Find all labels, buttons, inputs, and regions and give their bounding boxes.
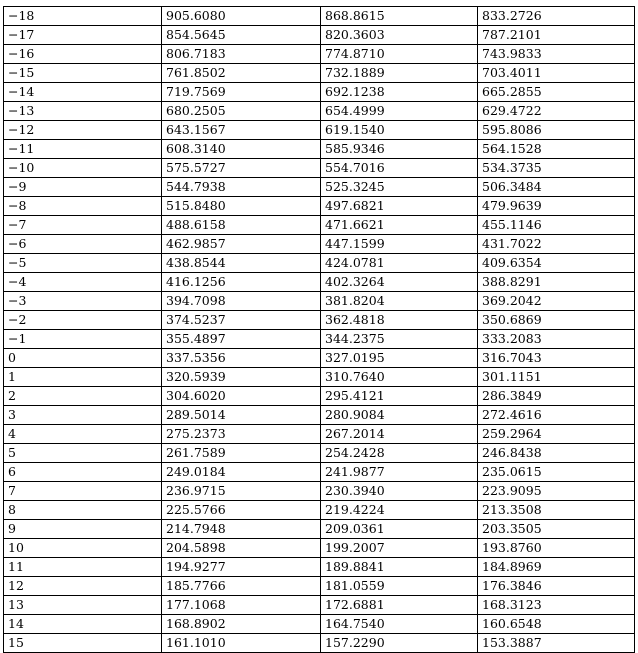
table-row: [4, 140, 635, 159]
value-cell: 261.7589: [162, 444, 321, 463]
value-cell: 160.6548: [478, 615, 635, 634]
value-cell: 161.1010: [162, 634, 321, 653]
value-cell: 320.5939: [162, 368, 321, 387]
data-table-body: [4, 7, 635, 653]
value-cell: 189.8841: [321, 558, 478, 577]
value-cell: 301.1151: [478, 368, 635, 387]
table-row: [4, 482, 635, 501]
value-cell: 272.4616: [478, 406, 635, 425]
value-cell: 337.5356: [162, 349, 321, 368]
value-cell: 761.8502: [162, 64, 321, 83]
value-cell: 774.8710: [321, 45, 478, 64]
value-cell: 168.8902: [162, 615, 321, 634]
table-row: [4, 235, 635, 254]
row-key-cell: −2: [4, 311, 162, 330]
value-cell: 219.4224: [321, 501, 478, 520]
value-cell: 213.3508: [478, 501, 635, 520]
table-row: [4, 311, 635, 330]
value-cell: 362.4818: [321, 311, 478, 330]
value-cell: 184.8969: [478, 558, 635, 577]
value-cell: 564.1528: [478, 140, 635, 159]
table-row: [4, 368, 635, 387]
row-key-cell: 14: [4, 615, 162, 634]
row-key-cell: −9: [4, 178, 162, 197]
table-row: [4, 178, 635, 197]
value-cell: 374.5237: [162, 311, 321, 330]
value-cell: 350.6869: [478, 311, 635, 330]
value-cell: 230.3940: [321, 482, 478, 501]
value-cell: 241.9877: [321, 463, 478, 482]
value-cell: 286.3849: [478, 387, 635, 406]
value-cell: 680.2505: [162, 102, 321, 121]
value-cell: 177.1068: [162, 596, 321, 615]
row-key-cell: 12: [4, 577, 162, 596]
row-key-cell: −7: [4, 216, 162, 235]
table-row: [4, 330, 635, 349]
value-cell: 259.2964: [478, 425, 635, 444]
row-key-cell: −4: [4, 273, 162, 292]
row-key-cell: −15: [4, 64, 162, 83]
value-cell: 355.4897: [162, 330, 321, 349]
table-row: [4, 197, 635, 216]
table-row: [4, 558, 635, 577]
row-key-cell: −12: [4, 121, 162, 140]
value-cell: 595.8086: [478, 121, 635, 140]
row-key-cell: 6: [4, 463, 162, 482]
row-key-cell: 15: [4, 634, 162, 653]
value-cell: 280.9084: [321, 406, 478, 425]
value-cell: 388.8291: [478, 273, 635, 292]
data-table: [3, 6, 635, 653]
row-key-cell: −16: [4, 45, 162, 64]
table-row: [4, 444, 635, 463]
value-cell: 431.7022: [478, 235, 635, 254]
row-key-cell: −10: [4, 159, 162, 178]
row-key-cell: 2: [4, 387, 162, 406]
table-row: [4, 634, 635, 653]
table-row: [4, 45, 635, 64]
value-cell: 246.8438: [478, 444, 635, 463]
value-cell: 344.2375: [321, 330, 478, 349]
value-cell: 181.0559: [321, 577, 478, 596]
value-cell: 172.6881: [321, 596, 478, 615]
table-row: [4, 463, 635, 482]
row-key-cell: 0: [4, 349, 162, 368]
value-cell: 575.5727: [162, 159, 321, 178]
value-cell: 692.1238: [321, 83, 478, 102]
table-row: [4, 83, 635, 102]
table-row: [4, 26, 635, 45]
table-row: [4, 7, 635, 26]
table-row: [4, 501, 635, 520]
table-row: [4, 216, 635, 235]
table-row: [4, 615, 635, 634]
row-key-cell: 4: [4, 425, 162, 444]
table-row: [4, 425, 635, 444]
value-cell: 153.3887: [478, 634, 635, 653]
row-key-cell: 1: [4, 368, 162, 387]
value-cell: 209.0361: [321, 520, 478, 539]
value-cell: 289.5014: [162, 406, 321, 425]
value-cell: 275.2373: [162, 425, 321, 444]
table-row: [4, 387, 635, 406]
value-cell: 199.2007: [321, 539, 478, 558]
value-cell: 164.7540: [321, 615, 478, 634]
table-row: [4, 539, 635, 558]
value-cell: 525.3245: [321, 178, 478, 197]
value-cell: 295.4121: [321, 387, 478, 406]
value-cell: 743.9833: [478, 45, 635, 64]
row-key-cell: −6: [4, 235, 162, 254]
value-cell: 168.3123: [478, 596, 635, 615]
value-cell: 479.9639: [478, 197, 635, 216]
value-cell: 619.1540: [321, 121, 478, 140]
row-key-cell: −17: [4, 26, 162, 45]
value-cell: 194.9277: [162, 558, 321, 577]
value-cell: 654.4999: [321, 102, 478, 121]
value-cell: 497.6821: [321, 197, 478, 216]
value-cell: 333.2083: [478, 330, 635, 349]
row-key-cell: −18: [4, 7, 162, 26]
value-cell: 447.1599: [321, 235, 478, 254]
value-cell: 304.6020: [162, 387, 321, 406]
value-cell: 462.9857: [162, 235, 321, 254]
table-row: [4, 520, 635, 539]
value-cell: 719.7569: [162, 83, 321, 102]
value-cell: 394.7098: [162, 292, 321, 311]
value-cell: 608.3140: [162, 140, 321, 159]
value-cell: 544.7938: [162, 178, 321, 197]
table-row: [4, 159, 635, 178]
value-cell: 236.9715: [162, 482, 321, 501]
table-row: [4, 596, 635, 615]
value-cell: 235.0615: [478, 463, 635, 482]
row-key-cell: −14: [4, 83, 162, 102]
row-key-cell: 7: [4, 482, 162, 501]
table-row: [4, 406, 635, 425]
row-key-cell: 8: [4, 501, 162, 520]
value-cell: 438.8544: [162, 254, 321, 273]
value-cell: 820.3603: [321, 26, 478, 45]
value-cell: 214.7948: [162, 520, 321, 539]
value-cell: 254.2428: [321, 444, 478, 463]
row-key-cell: −13: [4, 102, 162, 121]
value-cell: 381.8204: [321, 292, 478, 311]
value-cell: 327.0195: [321, 349, 478, 368]
value-cell: 833.2726: [478, 7, 635, 26]
value-cell: 854.5645: [162, 26, 321, 45]
value-cell: 868.8615: [321, 7, 478, 26]
row-key-cell: −8: [4, 197, 162, 216]
value-cell: 703.4011: [478, 64, 635, 83]
value-cell: 204.5898: [162, 539, 321, 558]
row-key-cell: −1: [4, 330, 162, 349]
value-cell: 455.1146: [478, 216, 635, 235]
table-row: [4, 577, 635, 596]
value-cell: 409.6354: [478, 254, 635, 273]
value-cell: 665.2855: [478, 83, 635, 102]
value-cell: 506.3484: [478, 178, 635, 197]
value-cell: 369.2042: [478, 292, 635, 311]
value-cell: 267.2014: [321, 425, 478, 444]
table-row: [4, 64, 635, 83]
value-cell: 193.8760: [478, 539, 635, 558]
row-key-cell: −11: [4, 140, 162, 159]
value-cell: 176.3846: [478, 577, 635, 596]
value-cell: 585.9346: [321, 140, 478, 159]
value-cell: 316.7043: [478, 349, 635, 368]
table-row: [4, 121, 635, 140]
row-key-cell: 5: [4, 444, 162, 463]
value-cell: 787.2101: [478, 26, 635, 45]
row-key-cell: 11: [4, 558, 162, 577]
value-cell: 471.6621: [321, 216, 478, 235]
table-row: [4, 292, 635, 311]
value-cell: 249.0184: [162, 463, 321, 482]
value-cell: 310.7640: [321, 368, 478, 387]
row-key-cell: 3: [4, 406, 162, 425]
table-row: [4, 254, 635, 273]
row-key-cell: −5: [4, 254, 162, 273]
value-cell: 225.5766: [162, 501, 321, 520]
table-row: [4, 273, 635, 292]
row-key-cell: −3: [4, 292, 162, 311]
value-cell: 629.4722: [478, 102, 635, 121]
value-cell: 643.1567: [162, 121, 321, 140]
value-cell: 223.9095: [478, 482, 635, 501]
value-cell: 806.7183: [162, 45, 321, 64]
row-key-cell: 9: [4, 520, 162, 539]
value-cell: 905.6080: [162, 7, 321, 26]
row-key-cell: 10: [4, 539, 162, 558]
value-cell: 534.3735: [478, 159, 635, 178]
value-cell: 203.3505: [478, 520, 635, 539]
value-cell: 416.1256: [162, 273, 321, 292]
row-key-cell: 13: [4, 596, 162, 615]
value-cell: 732.1889: [321, 64, 478, 83]
value-cell: 554.7016: [321, 159, 478, 178]
table-row: [4, 102, 635, 121]
value-cell: 488.6158: [162, 216, 321, 235]
value-cell: 185.7766: [162, 577, 321, 596]
table-row: [4, 349, 635, 368]
value-cell: 424.0781: [321, 254, 478, 273]
value-cell: 402.3264: [321, 273, 478, 292]
value-cell: 515.8480: [162, 197, 321, 216]
value-cell: 157.2290: [321, 634, 478, 653]
